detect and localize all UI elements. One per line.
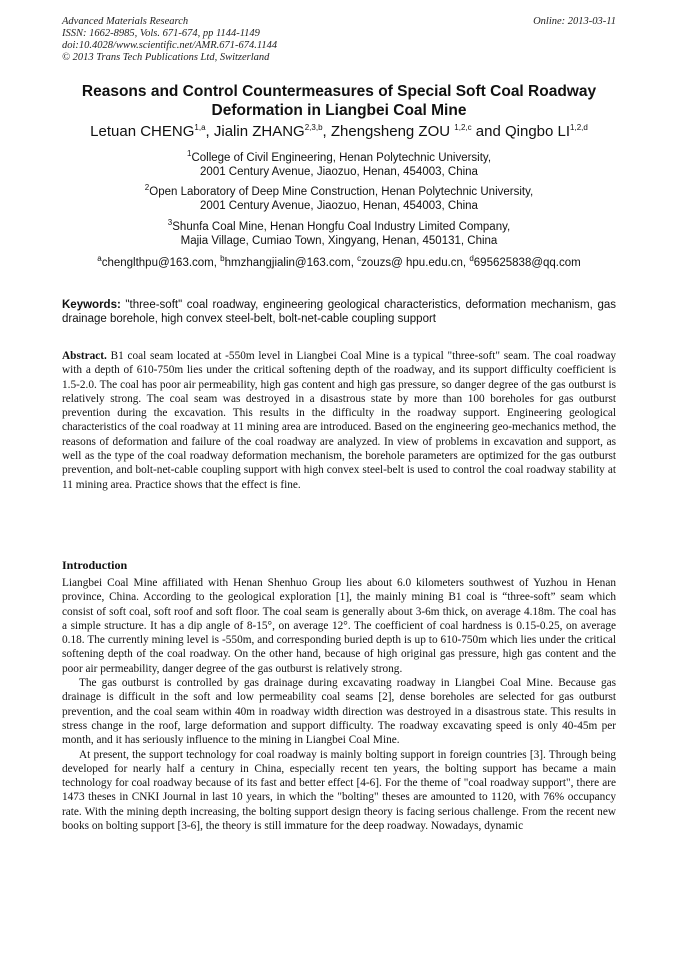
email-marker: c xyxy=(357,254,362,264)
affiliation-line: College of Civil Engineering, Henan Polytechnic University, xyxy=(191,152,492,164)
body-paragraph: The gas outburst is controlled by gas drainage during excavating roadway in Liangbei Coal Mine. Because gas drainage is difficult in the soft and low permeability coal seams [2], dense boreholes are selected for gas outburst prevention, and the coal seam within 40m in roadway width direction was destroyed in a disastrous state. This results in stress change in the roof, large deformation and support difficulty. The roadway excavating speed is only 40-45m per month, and it has seriously influence to the mining in Liangbei Coal Mine. xyxy=(62,677,616,747)
online-date: Online: 2013-03-11 xyxy=(533,16,616,27)
affiliation-line: 2001 Century Avenue, Jiaozuo, Henan, 454003, China xyxy=(200,200,478,212)
author-separator: , xyxy=(205,123,214,140)
journal-header xyxy=(62,16,616,64)
keywords-text: "three-soft" coal roadway, engineering geological characteristics, deformation mechanism, gas drainage borehole, high convex steel-belt, bolt-net-cable coupling support xyxy=(62,299,616,325)
author-list xyxy=(62,123,616,141)
affiliation-line: Open Laboratory of Deep Mine Construction, Henan Polytechnic University, xyxy=(149,186,534,198)
author-superscript: 2,3,b xyxy=(304,123,323,132)
author-superscript: 1,2,c xyxy=(454,123,472,132)
author-separator: , xyxy=(322,123,331,140)
body-paragraph: Liangbei Coal Mine affiliated with Henan Shenhuo Group lies about 6.0 kilometers southwest of Yuzhou in Henan province, China. According to the geological exploration [1], the mainly mining B1 coal is “three-soft” seam which consist of soft coal, soft roof and soft floor. The coal seam is generally about 3-6m thick, on average 4.18m. The coal has a simple structure. It has a dip angle of 8-15°, on average 12°. The coefficient of coal hardness is 0.15-0.25, on average 0.18. The currently mining level is -550m, and corresponding buried depth is up to 610-750m which lies under the critical softening depth of the coal roadway. On the other hand, because of high original gas pressure, high gas content and the poor air permeability, danger degree of the gas outburst is relatively strong. xyxy=(62,577,616,675)
author-emails xyxy=(62,256,616,270)
author-name: Letuan CHENG xyxy=(90,123,195,140)
affiliation-line: 2001 Century Avenue, Jiaozuo, Henan, 454003, China xyxy=(200,166,478,178)
author-superscript: 1,a xyxy=(194,123,206,132)
section-heading-introduction: Introduction xyxy=(62,558,128,572)
author-separator: and xyxy=(471,123,505,140)
abstract-text: B1 coal seam located at -550m level in Liangbei Coal Mine is a typical "three-soft" seam. The coal roadway with a depth of 610-750m lies under the critical softening depth of the roadway, and its support difficulty coefficient is 1.5-2.0. The coal has poor air permeability, high gas content and high gas pressure, so danger degree of the gas outburst is relatively strong. The coal seam was destroyed in a disastrous state by more than 100 boreholes for gas outburst prevention during the excavation. This results in the difficulty in the roadway support. Engineering geological characteristics of the coal roadway at 11 mining area are introduced. Based on the engineering geo-mechanics method, the reasons of deformation and failure of the coal roadway are analyzed. In view of problems in excavation and support, as well as the type of the coal roadway deformation mechanism, the borehole parameters are optimized for the gas outburst prevention, and bolt-net-cable coupling support with high convex steel-belt is used to control the coal roadway stability at 11 mining area. Practice shows that the effect is fine. xyxy=(62,350,616,491)
abstract-label: Abstract. xyxy=(62,350,107,362)
author-name: Qingbo LI xyxy=(504,123,571,140)
affiliation-number: 1 xyxy=(186,149,192,159)
affiliation-line: Shunfa Coal Mine, Henan Hongfu Coal Industry Limited Company, xyxy=(172,221,511,233)
paper-title xyxy=(62,82,616,120)
body-paragraph: At present, the support technology for coal roadway is mainly bolting support in foreign countries [3]. Through being developed for nearly half a century in China, especially recent ten years, the bolting support has became a main technology for coal roadway because of its fast and better effect [4-6]. For the theme of "coal roadway support", there are 1473 theses in CNKI Journal in last 10 years, in which the "bolting" theses are amounted to 1120, with 76% occupancy rate. With the mining depth increasing, the bolting support design theory is facing serious challenge. From the recent new books on bolting support [3-6], the theory is still immature for the deep roadway. Nowadays, dynamic xyxy=(62,748,616,833)
affiliation-number: 2 xyxy=(144,183,150,193)
email-marker: b xyxy=(220,254,225,264)
doi-line: doi:10.4028/www.scientific.net/AMR.671-674.1144 xyxy=(62,40,278,51)
affiliation-line: Majia Village, Cumiao Town, Xingyang, Henan, 450131, China xyxy=(180,235,498,247)
keywords-block xyxy=(62,298,616,326)
copyright-line: © 2013 Trans Tech Publications Ltd, Switzerland xyxy=(62,52,270,63)
affiliation-2 xyxy=(62,185,616,213)
affiliation-1 xyxy=(62,151,616,179)
title-line-1: Reasons and Control Countermeasures of Special Soft Coal Roadway xyxy=(81,83,597,100)
keywords-label: Keywords: xyxy=(62,299,121,311)
journal-name: Advanced Materials Research xyxy=(62,16,189,27)
author-name: Jialin ZHANG xyxy=(213,123,305,140)
email-address: hmzhangjialin@163.com, xyxy=(224,257,358,269)
abstract-block xyxy=(62,349,616,492)
issn-line: ISSN: 1662-8985, Vols. 671-674, pp 1144-1149 xyxy=(62,28,260,39)
email-address: chenglthpu@163.com, xyxy=(101,257,221,269)
title-line-2: Deformation in Liangbei Coal Mine xyxy=(211,102,467,119)
introduction-body xyxy=(62,576,616,833)
author-superscript: 1,2,d xyxy=(570,123,588,132)
email-address: zouzs@ hpu.edu.cn, xyxy=(361,257,470,269)
email-marker: a xyxy=(97,254,102,264)
email-marker: d xyxy=(469,254,474,264)
author-name: Zhengsheng ZOU xyxy=(330,123,455,140)
affiliation-3 xyxy=(62,220,616,248)
affiliation-number: 3 xyxy=(167,218,173,228)
email-address: 695625838@qq.com xyxy=(473,257,581,269)
